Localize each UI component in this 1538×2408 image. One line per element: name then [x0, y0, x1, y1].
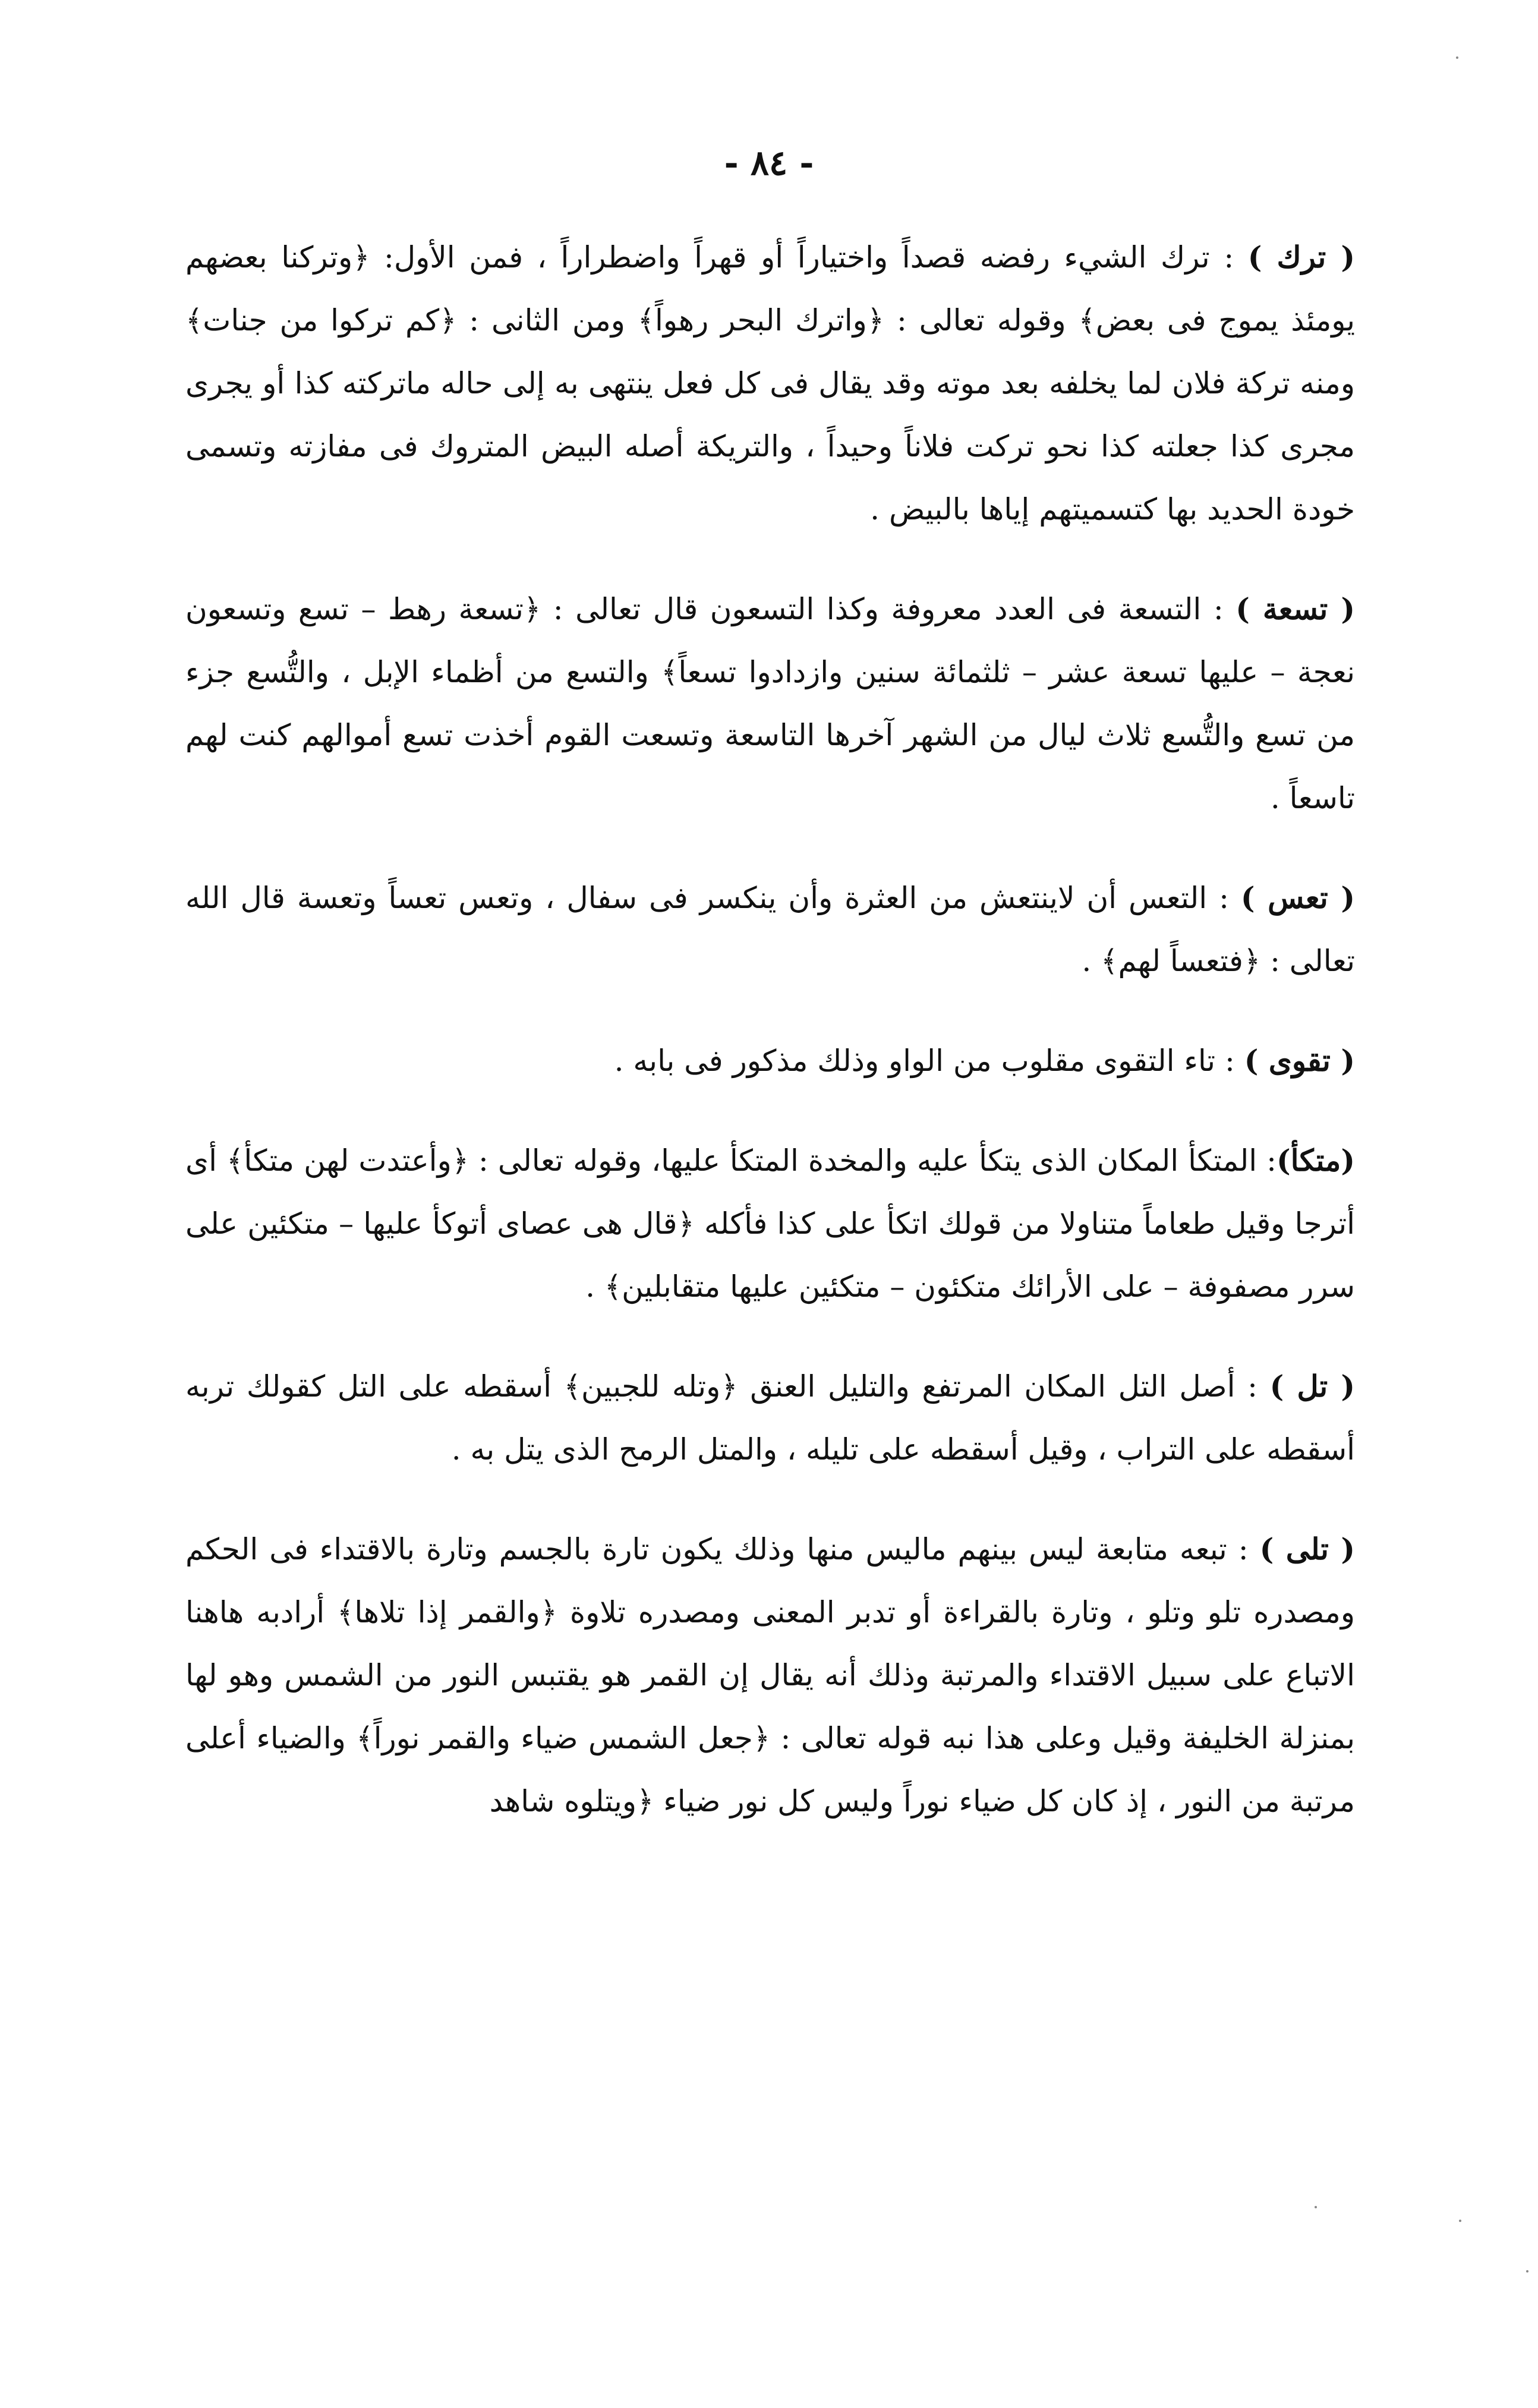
entry-text: : المتكأ المكان الذى يتكأ عليه والمخدة المتكأ عليها، وقوله تعالى : ﴿وأعتدت لهن متكأ﴾ أى أترجا وقيل طعاماً متناولا من قولك اتكأ على كذا فأكله ﴿قال هى عصاى أتوكأ عليها – متكئين على سرر مصفوفة – على الأرائك متكئون – متكئين عليها متقابلين﴾ . [185, 1143, 1355, 1304]
entry-text: : التعس أن لاينتعش من العثرة وأن ينكسر فى سفال ، وتعس تعساً وتعسة قال الله تعالى : ﴿فتعساً لهم﴾ . [185, 881, 1355, 978]
page-number: - ٨٤ - [724, 143, 814, 183]
scan-speck [1459, 2220, 1461, 2222]
entry-text: : التسعة فى العدد معروفة وكذا التسعون قال تعالى : ﴿تسعة رهط – تسع وتسعون نعجة – عليها تسعة عشر – ثلثمائة سنين وازدادوا تسعاً﴾ والتسع من أظماء الإبل ، والتُّسع جزء من تسع والتُّسع ثلاث ليال من الشهر آخرها التاسعة وتسعت القوم أخذت تسع أموالهم كنت لهم تاسعاً . [185, 592, 1355, 815]
entry-text: : تبعه متابعة ليس بينهم ماليس منها وذلك يكون تارة بالجسم وتارة بالاقتداء فى الحكم ومصدره تلو وتلو ، وتارة بالقراءة أو تدبر المعنى ومصدره تلاوة ﴿والقمر إذا تلاها﴾ أرادبه هاهنا الاتباع على سبيل الاقتداء والمرتبة وذلك أنه يقال إن القمر هو يقتبس النور من الشمس وهو لها بمنزلة الخليفة وقيل وعلى هذا نبه قوله تعالى : ﴿جعل الشمس ضياء والقمر نوراً﴾ والضياء أعلى مرتبة من النور ، إذ كان كل ضياء نوراً وليس كل نور ضياء ﴿ويتلوه شاهد [185, 1532, 1355, 1818]
entry-tall [185, 1355, 1355, 1481]
entry-text: : تاء التقوى مقلوب من الواو وذلك مذكور فى بابه . [614, 1044, 1244, 1078]
entry-text: : ترك الشيء رفضه قصداً واختياراً أو قهراً واضطراراً ، فمن الأول: ﴿وتركنا بعضهم يومئذ يموج فى بعض﴾ وقوله تعالى : ﴿واترك البحر رهواً﴾ ومن الثانى : ﴿كم تركوا من جنات﴾ ومنه تركة فلان لما يخلفه بعد موته وقد يقال فى كل فعل ينتهى به إلى حاله ماتركته كذا أو يجرى مجرى كذا جعلته كذا نحو تركت فلاناً وحيداً ، والتريكة أصله البيض المتروك فى مفازته وتسمى خودة الحديد بها كتسميتهم إياها بالبيض . [185, 240, 1355, 527]
entry-headword: (متكأ) [1276, 1143, 1355, 1178]
entry-muttaka [185, 1129, 1355, 1318]
entry-headword: ( تل ) [1269, 1369, 1355, 1404]
entry-taqwa [185, 1029, 1355, 1092]
entry-headword: ( ترك ) [1247, 239, 1356, 275]
entry-tarak [185, 226, 1355, 541]
entry-headword: ( تلى ) [1259, 1531, 1355, 1567]
entry-tisah [185, 578, 1355, 830]
entry-headword: ( تقوى ) [1244, 1043, 1355, 1078]
entry-tala [185, 1518, 1355, 1833]
scan-speck [1456, 56, 1458, 59]
entry-headword: ( تعس ) [1240, 880, 1355, 915]
entry-headword: ( تسعة ) [1236, 591, 1355, 626]
scan-speck [1315, 2206, 1317, 2208]
text-body [185, 226, 1355, 1870]
scan-speck [1526, 2270, 1528, 2273]
entry-text: : أصل التل المكان المرتفع والتليل العنق ﴿وتله للجبين﴾ أسقطه على التل كقولك تربه أسقطه على التراب ، وقيل أسقطه على تليله ، والمتل الرمح الذى يتل به . [185, 1369, 1355, 1467]
entry-taas [185, 866, 1355, 992]
